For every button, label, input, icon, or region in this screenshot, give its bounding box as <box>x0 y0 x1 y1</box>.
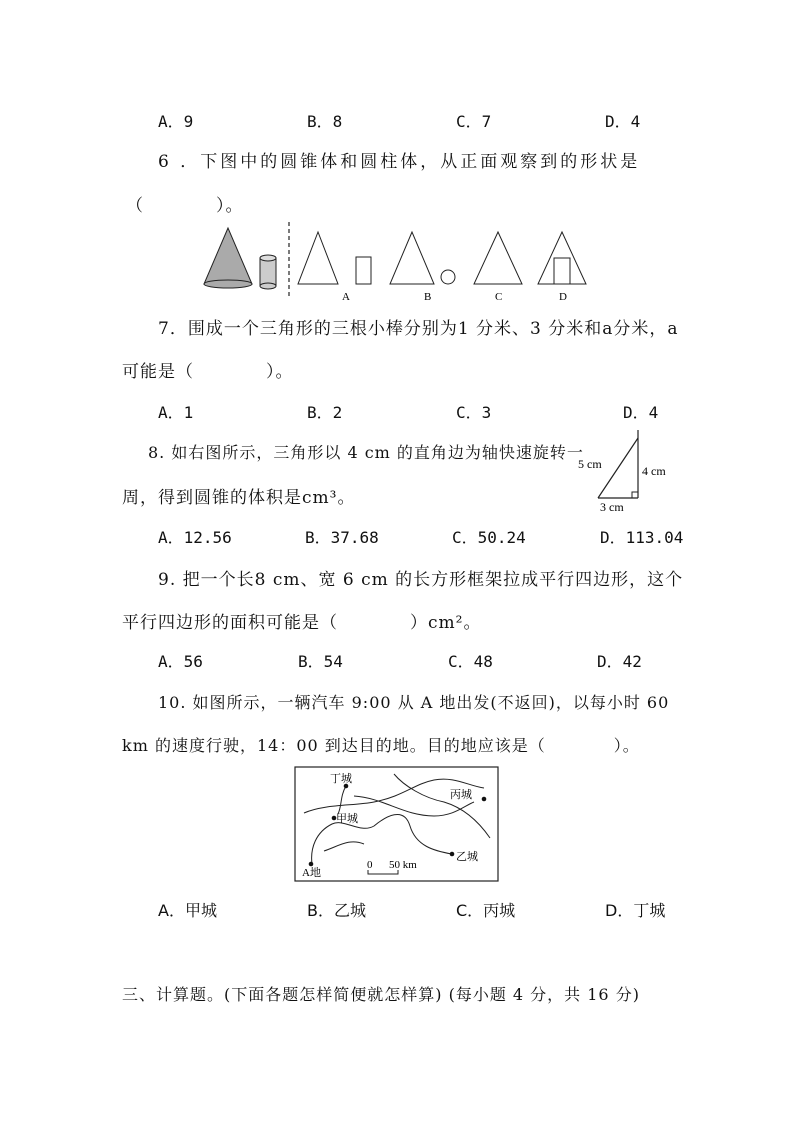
q8-option-a: A．12.56 <box>158 528 232 547</box>
option-c-shape <box>474 232 522 284</box>
q7-question-line1: 7．围成一个三角形的三根小棒分别为1 分米、3 分米和a分米，a <box>158 319 679 339</box>
q10-question-line1: 10. 如图所示，一辆汽车 9:00 从 A 地出发(不返回)，以每小时 60 <box>158 693 670 712</box>
bing-city-marker <box>482 797 487 802</box>
map-label-yi: 乙城 <box>456 851 478 863</box>
q5-option-c: C．7 <box>456 112 492 131</box>
q9-question-line2: 平行四边形的面积可能是（ ）cm²。 <box>122 613 482 633</box>
map-label-a: A地 <box>302 867 321 879</box>
section3-heading: 三、计算题。(下面各题怎样简便就怎样算) (每小题 4 分，共 16 分) <box>122 985 640 1004</box>
option-b-shapes <box>390 232 455 284</box>
q9-option-d: D．42 <box>597 652 642 671</box>
q6-question-line2: （ ）。 <box>126 196 244 216</box>
q5-option-a: A．9 <box>158 112 194 131</box>
q10-map-figure <box>294 766 500 884</box>
q9-question-line1: 9. 把一个长8 cm、宽 6 cm 的长方形框架拉成平行四边形，这个 <box>158 570 684 590</box>
map-label-bing: 丙城 <box>450 789 472 801</box>
q8-label-hypotenuse: 5 cm <box>578 457 602 471</box>
q8-question-line1: 8. 如右图所示，三角形以 4 cm 的直角边为轴快速旋转一 <box>148 443 584 462</box>
q10-option-b: B．乙城 <box>307 901 366 920</box>
q8-question-line2: 周，得到圆锥的体积是cm³。 <box>122 488 356 508</box>
q9-option-b: B．54 <box>298 652 343 671</box>
q6-label-c: C <box>495 291 503 303</box>
q8-label-base: 3 cm <box>600 500 624 514</box>
q9-option-c: C．48 <box>448 652 493 671</box>
q5-option-d: D．4 <box>605 112 641 131</box>
option-a-shapes <box>298 232 371 284</box>
map-label-jia: 甲城 <box>336 813 358 825</box>
q6-shapes-figure <box>196 220 596 306</box>
q6-label-d: D <box>559 291 567 303</box>
q7-question-line2: 可能是（ ）。 <box>122 362 294 382</box>
q10-option-d: D．丁城 <box>605 901 666 920</box>
q7-option-d: D．4 <box>623 403 659 422</box>
map-label-ding: 丁城 <box>330 773 352 785</box>
q10-option-c: C．丙城 <box>456 901 516 920</box>
q8-label-height: 4 cm <box>642 464 666 478</box>
q8-option-b: B．37.68 <box>305 528 379 547</box>
option-d-shapes <box>538 232 586 284</box>
scale-distance-label: 50 km <box>389 859 417 871</box>
point-a-marker <box>309 862 314 867</box>
q5-option-b: B．8 <box>307 112 343 131</box>
q8-option-c: C．50.24 <box>452 528 526 547</box>
q7-option-c: C．3 <box>456 403 492 422</box>
q6-label-b: B <box>424 291 432 303</box>
q10-question-line2: km 的速度行驶，14：00 到达目的地。目的地应该是（ ）。 <box>122 736 640 755</box>
yi-city-marker <box>450 852 455 857</box>
q6-label-a: A <box>342 291 350 303</box>
q8-triangle-figure <box>576 428 676 514</box>
q7-option-a: A．1 <box>158 403 194 422</box>
q9-option-a: A．56 <box>158 652 203 671</box>
cylinder-shape <box>260 255 276 289</box>
q8-option-d: D．113.04 <box>600 528 684 547</box>
q7-option-b: B．2 <box>307 403 343 422</box>
q10-option-a: A．甲城 <box>158 901 217 920</box>
cone-shape <box>204 228 252 288</box>
scale-zero-label: 0 <box>367 859 373 871</box>
q6-question-line1: 6 ．下图中的圆锥体和圆柱体，从正面观察到的形状是 <box>158 152 641 172</box>
